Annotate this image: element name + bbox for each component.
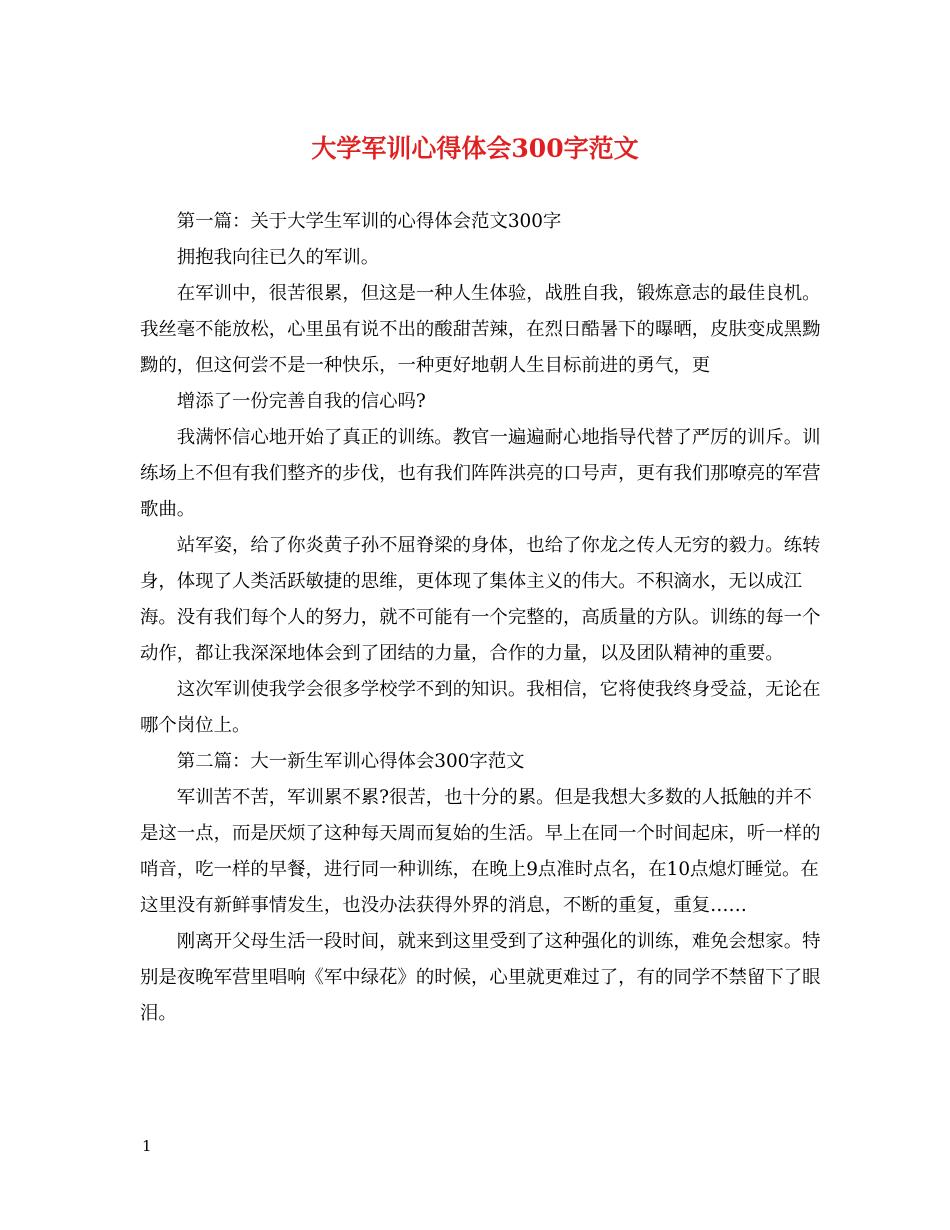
page-title: 大学军训心得体会300字范文 xyxy=(311,134,639,163)
paragraph: 在军训中，很苦很累，但这是一种人生体验，战胜自我，锻炼意志的最佳良机。我丝毫不能放松，心里虽有说不出的酸甜苦辣，在烈日酷暑下的曝晒，皮肤变成黑黝黝的，但这何尝不是一种快乐，一种更好地朝人生目标前进的勇气，更 xyxy=(140,283,821,376)
paragraph: 站军姿，给了你炎黄子孙不屈脊梁的身体，也给了你龙之传人无穷的毅力。练转身，体现了人类活跃敏捷的思维，更体现了集体主义的伟大。不积滴水，无以成江海。没有我们每个人的努力，就不可能有一个完整的，高质量的方队。训练的每一个动作，都让我深深地体会到了团结的力量，合作的力量，以及团队精神的重要。 xyxy=(140,535,821,664)
paragraph: 刚离开父母生活一段时间，就来到这里受到了这种强化的训练，难免会想家。特别是夜晚军营里唱响《军中绿花》的时候，心里就更难过了，有的同学不禁留下了眼泪。 xyxy=(140,931,821,1024)
paragraph: 增添了一份完善自我的信心吗? xyxy=(176,391,426,412)
paragraph: 这次军训使我学会很多学校学不到的知识。我相信，它将使我终身受益，无论在哪个岗位上。 xyxy=(140,679,821,736)
paragraph: 我满怀信心地开始了真正的训练。教官一遍遍耐心地指导代替了严厉的训斥。训练场上不但有我们整齐的步伐，也有我们阵阵洪亮的口号声，更有我们那嘹亮的军营歌曲。 xyxy=(140,427,821,520)
paragraph: 军训苦不苦，军训累不累?很苦，也十分的累。但是我想大多数的人抵触的并不是这一点，而是厌烦了这种每天周而复始的生活。早上在同一个时间起床，听一样的哨音，吃一样的早餐，进行同一种训练，在晚上9点准时点名，在10点熄灯睡觉。在这里没有新鲜事情发生，也没办法获得外界的消息，不断的重复，重复…… xyxy=(140,787,821,916)
section-heading: 第二篇：大一新生军训心得体会300字范文 xyxy=(176,751,525,772)
document-body xyxy=(140,204,825,1032)
page-number: 1 xyxy=(142,1137,152,1155)
section-heading: 第一篇：关于大学生军训的心得体会范文300字 xyxy=(176,211,562,232)
paragraph: 拥抱我向往已久的军训。 xyxy=(176,247,380,268)
